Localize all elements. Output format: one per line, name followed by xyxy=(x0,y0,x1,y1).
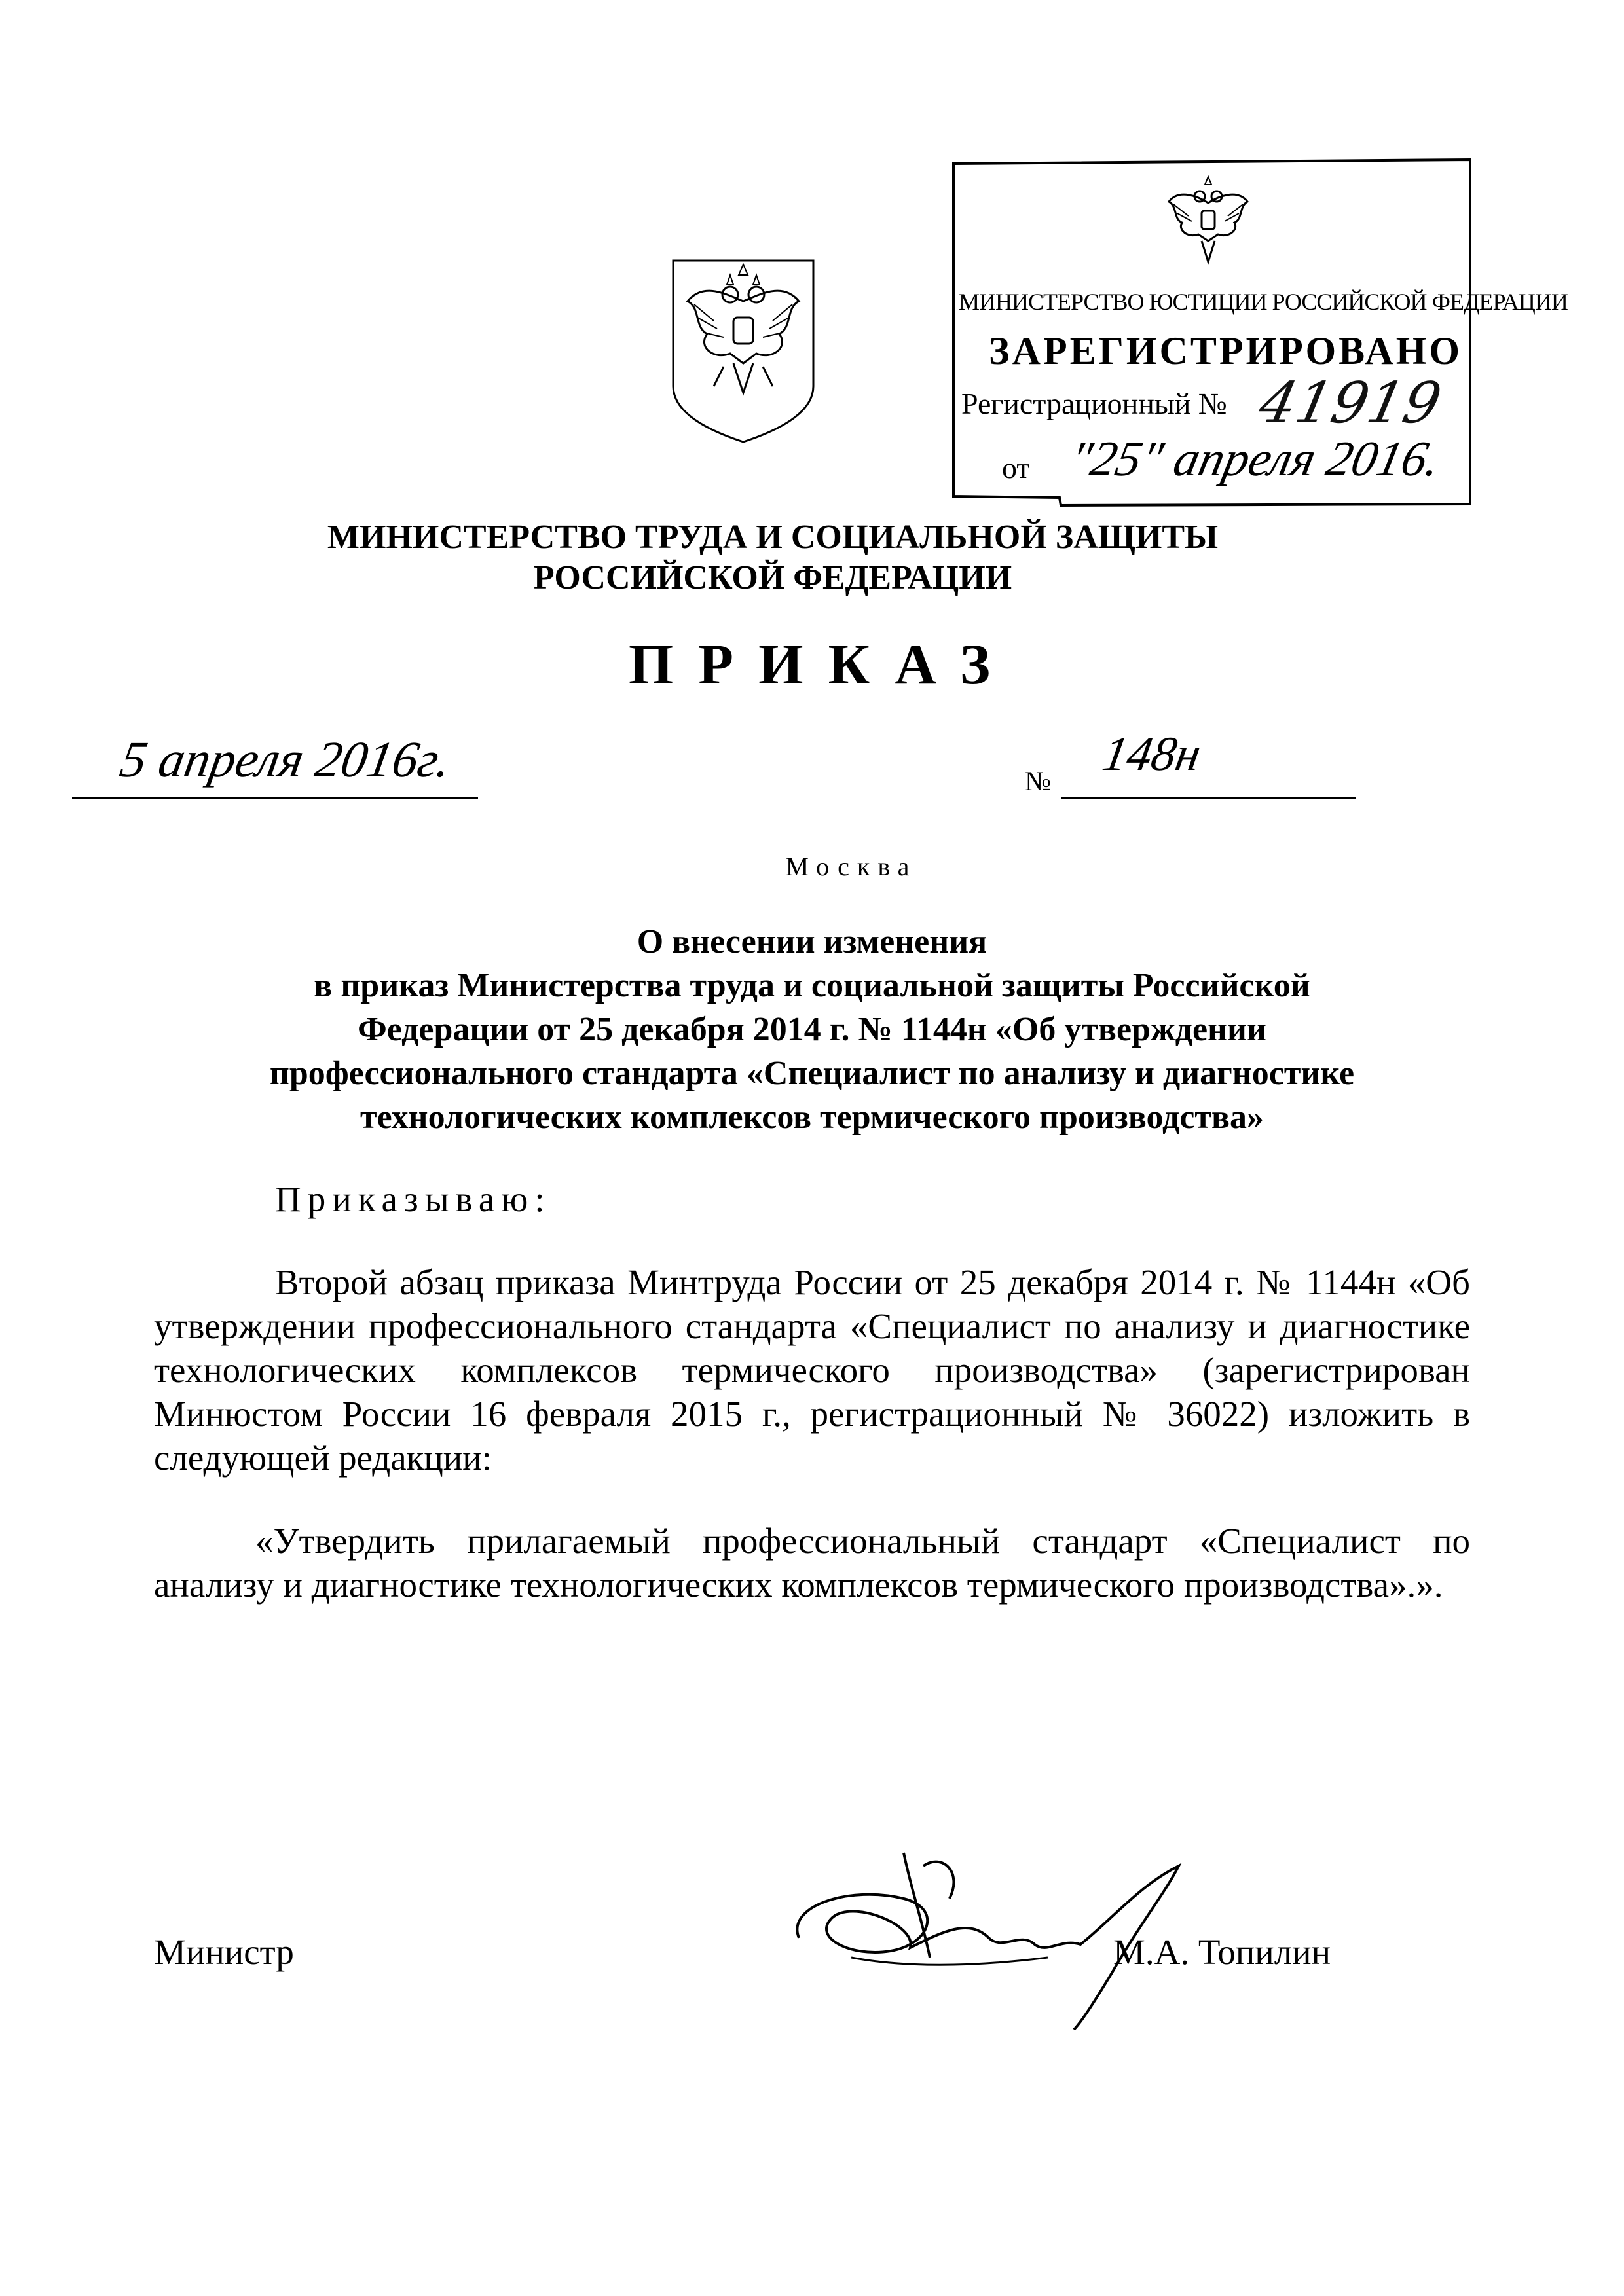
date-underline xyxy=(72,797,478,799)
registration-stamp xyxy=(950,157,1568,511)
stamp-status: ЗАРЕГИСТРИРОВАНО xyxy=(989,329,1463,373)
title-line-3: Федерации от 25 декабря 2014 г. № 1144н «Об утверждении xyxy=(358,1011,1266,1048)
stamp-emblem-icon xyxy=(1159,170,1257,295)
stamp-date-label: от xyxy=(1002,451,1030,484)
title-line-1: О внесении изменения xyxy=(637,923,987,960)
ministry-heading xyxy=(249,517,1297,598)
order-number-label: № xyxy=(1025,767,1052,797)
signatory-name: М.А. Топилин xyxy=(1113,1932,1331,1972)
body-paragraph-1: Второй абзац приказа Минтруда России от 25 декабря 2014 г. № 1144н «Об утверждении профессионального стандарта «Специалист по анализу и диагностике технологических комплексов термического производства» (зарегистрирован Минюстом России 16 февраля 2015 г., регистрационный № 36022) изложить в следующей редакции: xyxy=(154,1262,1470,1478)
order-verb: Приказываю: xyxy=(275,1179,551,1219)
title-line-2: в приказ Министерства труда и социальной защиты Российской xyxy=(314,967,1310,1004)
stamp-reg-number: 41919 xyxy=(1253,371,1447,436)
title-line-4: профессионального стандарта «Специалист по анализу и диагностике xyxy=(269,1055,1355,1092)
ministry-line-1: МИНИСТЕРСТВО ТРУДА И СОЦИАЛЬНОЙ ЗАЩИТЫ xyxy=(327,519,1219,556)
stamp-reg-label: Регистрационный № xyxy=(961,387,1227,420)
ministry-line-2: РОССИЙСКОЙ ФЕДЕРАЦИИ xyxy=(533,559,1012,596)
stamp-ministry-name: МИНИСТЕРСТВО ЮСТИЦИИ РОССИЙСКОЙ ФЕДЕРАЦИИ xyxy=(959,289,1568,315)
order-date: 5 апреля 2016г. xyxy=(116,731,456,788)
document-title xyxy=(196,920,1428,1139)
title-line-5: технологических комплексов термического производства» xyxy=(360,1099,1264,1136)
stamp-date-value: "25" апреля 2016. xyxy=(1065,431,1446,486)
order-title: ПРИКАЗ xyxy=(628,633,1016,697)
order-number: 148н xyxy=(1098,727,1206,781)
number-underline xyxy=(1061,797,1356,799)
city: Москва xyxy=(785,852,917,881)
signatory-position: Министр xyxy=(154,1932,294,1972)
coat-of-arms-emblem-icon xyxy=(668,255,819,445)
body-paragraph-2: «Утвердить прилагаемый профессиональный стандарт «Специалист по анализу и диагностике технологических комплексов термического производства».». xyxy=(154,1521,1470,1605)
